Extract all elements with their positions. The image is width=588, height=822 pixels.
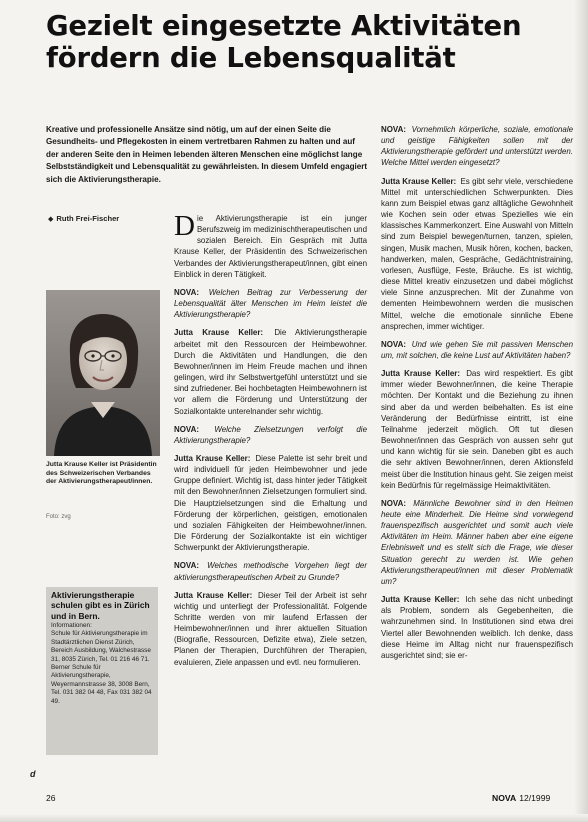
paragraph-text: Welchen Beitrag zur Verbesserung der Lebensqualität älter Menschen im Heim leistet die Aktivierungstherapie? bbox=[174, 287, 367, 320]
paragraph-text: Dieser Teil der Arbeit ist sehr wichtig und unterliegt der Professionalität. Folgende Schritte werden von mir laufend Erfassen der Heimbewohner/innen und ihrer aktuellen Situation (Biografie, Ressourcen, Defizite etwa), Ziele setzen, Planen der Therapien, Durchführen der Therapien, evaluieren, Ziele anpassen und evtl. neu formulieren. bbox=[174, 590, 367, 667]
right-text-column bbox=[381, 124, 573, 668]
interview-question bbox=[381, 339, 573, 361]
drop-cap: D bbox=[174, 210, 195, 242]
page-edge-shadow bbox=[574, 0, 588, 822]
paragraph-text: Und wie gehen Sie mit passiven Menschen um, mit solchen, die keine Lust auf Aktivitäten haben? bbox=[381, 339, 573, 360]
intro-text: ie Aktivierungstherapie ist ein junger Berufszweig im medizinischtherapeutischen und sozialen Bereich. Ein Gespräch mit Jutta Krause Keller, der Präsidentin des Schweizerischen Verbandes der Aktivierungstherapeut/innen, gibt einen Einblick in deren Tätigkeit. bbox=[174, 214, 367, 279]
paragraph-text: Ich sehe das nicht unbedingt als Problem, sondern als Gegebenheiten, die wahrzunehmen sind. In Institutionen sind etwa drei Viertel aller Bewohnenden weiblich. Ich denke, dass diese Heime im Alltag nicht nur frauenspezifisch ausgerichtet sind; sie er- bbox=[381, 595, 573, 660]
speaker-label: NOVA: bbox=[174, 424, 199, 434]
info-box-body: Informationen: Schule für Aktivierungstherapie im Stadtärztlichen Dienst Zürich, Bereich Ausbildung, Walchestrasse 31, 8035 Zürich, Tel. 01 216 46 71. Berner Schule für Aktivierungstherapie, Weyermannstrasse 38, 3008 Bern, Tel. 031 382 04 48, Fax 031 382 04 49. bbox=[51, 622, 152, 705]
interview-answer bbox=[174, 590, 367, 668]
article-headline: Gezielt eingesetzte Aktivitäten fördern die Lebensqualität bbox=[46, 10, 522, 74]
speaker-label: Jutta Krause Keller: bbox=[381, 176, 457, 186]
page-number: 26 bbox=[46, 793, 56, 803]
author-byline bbox=[48, 214, 119, 223]
paragraph-text: Es gibt sehr viele, verschiedene Mittel mit unterschiedlichen Schwerpunkten. Dies kann zum Beispiel etwas ganz alltägliche Gewohnheit wie Kochen sein oder etwas Spezielles wie ein klassisches Kammerkonzert. Eine Auswahl von Mitteln sind zum Beispiel bewegen/turnen, tanzen, spielen, singen, Musik machen, Musik hören, kochen, backen, handwerken, malen, Gespräche, Gedächtnistraining, vorlesen, Ausflüge, Feste, Bräuche. Es ist wichtig, diese Mittel kreativ einzusetzen und dabei möglichst viele Sinne anzusprechen. Mit der Zunahme von dementen Heimbewohnern werden die musischen Mittel, welche die emotionale sinnliche Ebene ansprechen, immer wichtiger. bbox=[381, 176, 573, 331]
issue-number: 12/1999 bbox=[519, 793, 551, 803]
speaker-label: NOVA: bbox=[381, 339, 406, 349]
middle-text-column bbox=[174, 210, 367, 675]
interview-question bbox=[381, 498, 573, 587]
page-bottom-shadow bbox=[0, 814, 588, 822]
portrait-photo bbox=[46, 290, 160, 456]
article-lead: Kreative und professionelle Ansätze sind nötig, um auf der einen Seite die Gesundheits- und Pflegekosten in einem vertretbaren Rahmen zu halten und auf der anderen Seite den in Heimen lebenden älteren Menschen eine möglichst lange Selbstständigkeit und Lebensqualität zu gewährleisten. In diesem Umfeld engagiert sich die Aktivierungstherapie. bbox=[46, 125, 368, 184]
issue-folio bbox=[492, 793, 550, 803]
photo-caption: Jutta Krause Keller ist Präsidentin des Schweizerischen Verbandes der Aktivierungstherapeut/innen. bbox=[46, 461, 157, 486]
interview-question bbox=[174, 424, 367, 446]
interview-answer bbox=[381, 368, 573, 491]
paragraph-text: Vornehmlich körperliche, soziale, emotionale und geistige Fähigkeiten sollen mit der Aktivierungstherapie gefördert und unterstützt werden. Welche Mittel werden eingesetzt? bbox=[381, 125, 573, 168]
speaker-label: NOVA: bbox=[381, 125, 406, 134]
speaker-label: Jutta Krause Keller: bbox=[174, 453, 251, 463]
paragraph-text: Das wird respektiert. Es gibt immer wieder Bewohner/innen, die keine Therapie möchten. Der Kontakt und die Beziehung zu ihnen sind aber da und werden beibehalten. Es ist eine Veränderung der Bedürfnisse eintritt, ist eine Teilnahme jederzeit möglich. Oft tut diesen Bewohner/innen das Gespräch von aussen sehr gut und kann wichtig für sie sein. Daneben gibt es auch die sehr aktiven Bewohner/innen, deren Aktionsfeld meist über die Institution hinaus geht. Sie zeigen meist kein Bedürfnis für regelmässige Heimaktivitäten. bbox=[381, 369, 573, 490]
interview-answer bbox=[381, 176, 573, 332]
speaker-label: Jutta Krause Keller: bbox=[381, 595, 460, 605]
info-box-title: Aktivierungstherapie schulen gibt es in Zürich und in Bern. bbox=[51, 590, 150, 621]
interview-question bbox=[174, 560, 367, 582]
speaker-label: NOVA: bbox=[174, 287, 199, 297]
speaker-label: NOVA: bbox=[174, 561, 199, 571]
interview-question bbox=[381, 124, 573, 169]
info-box bbox=[46, 587, 158, 755]
paragraph-text: Diese Palette ist sehr breit und wird individuell für jeden Heimbewohner und jede Gruppe definiert. Wichtig ist, dass hinter jeder Tätigkeit mit den Bewohner/innen Zielsetzungen formuliert sind. Die Hauptzielsetzungen sind die Erhaltung und Förderung der körperlichen, geistigen, emotionalen und sozialen Fähigkeiten der Heimbewohner/innen. Die Förderung der Sozialkontakte ist ein wichtiger Schwerpunkt der Aktivierungstherapie. bbox=[174, 453, 367, 553]
author-name: Ruth Frei-Fischer bbox=[56, 214, 120, 223]
interview-question bbox=[174, 287, 367, 320]
bullet-diamond-icon: ◆ bbox=[48, 216, 54, 223]
interview-answer bbox=[381, 594, 573, 661]
paragraph-text: Die Aktivierungstherapie arbeitet mit den Ressourcen der Heimbewohner. Durch die Aktivitäten und Handlungen, die den Bewohner/innen im Heim Freude machen und ihnen gelingen, wird ihr Selbstwertgefühl unterstützt und sie sind zufriedener. Bei hochbetagten Heimbewohnern ist vor allem die Förderung und Unterstützung der Sozialkontakte unterelnander sehr wichtig. bbox=[174, 328, 367, 416]
intro-paragraph bbox=[174, 210, 367, 280]
speaker-label: Jutta Krause Keller: bbox=[381, 369, 460, 379]
interview-answer bbox=[174, 327, 367, 416]
speaker-label: Jutta Krause Keller: bbox=[174, 590, 253, 600]
margin-mark: d bbox=[30, 769, 36, 779]
speaker-label: NOVA: bbox=[381, 498, 406, 508]
paragraph-text: Welches methodische Vorgehen liegt der aktivierungstherapeutischen Arbeit zu Grunde? bbox=[174, 561, 367, 582]
portrait-illustration bbox=[46, 290, 160, 456]
photo-credit: Foto: zvg bbox=[46, 514, 71, 520]
paragraph-text: Männliche Bewohner sind in den Heimen heute eine Minderheit. Die Heime sind vorwiegend frauenspezifisch ausgerichtet und somit auch viele Aktivitäten im Heim. Männer haben aber eine eigene Erlebniswelt und es stellt sich die Frage, wie dieser Situation gerecht zu werden ist. Wie gehen Aktivierungstherapeut/innen mit dieser Problematik um? bbox=[381, 498, 573, 586]
speaker-label: Jutta Krause Keller: bbox=[174, 328, 264, 338]
magazine-name: NOVA bbox=[492, 793, 517, 803]
paragraph-text: Welche Zielsetzungen verfolgt die Aktivierungstherapie? bbox=[174, 424, 367, 445]
interview-answer bbox=[174, 453, 367, 553]
